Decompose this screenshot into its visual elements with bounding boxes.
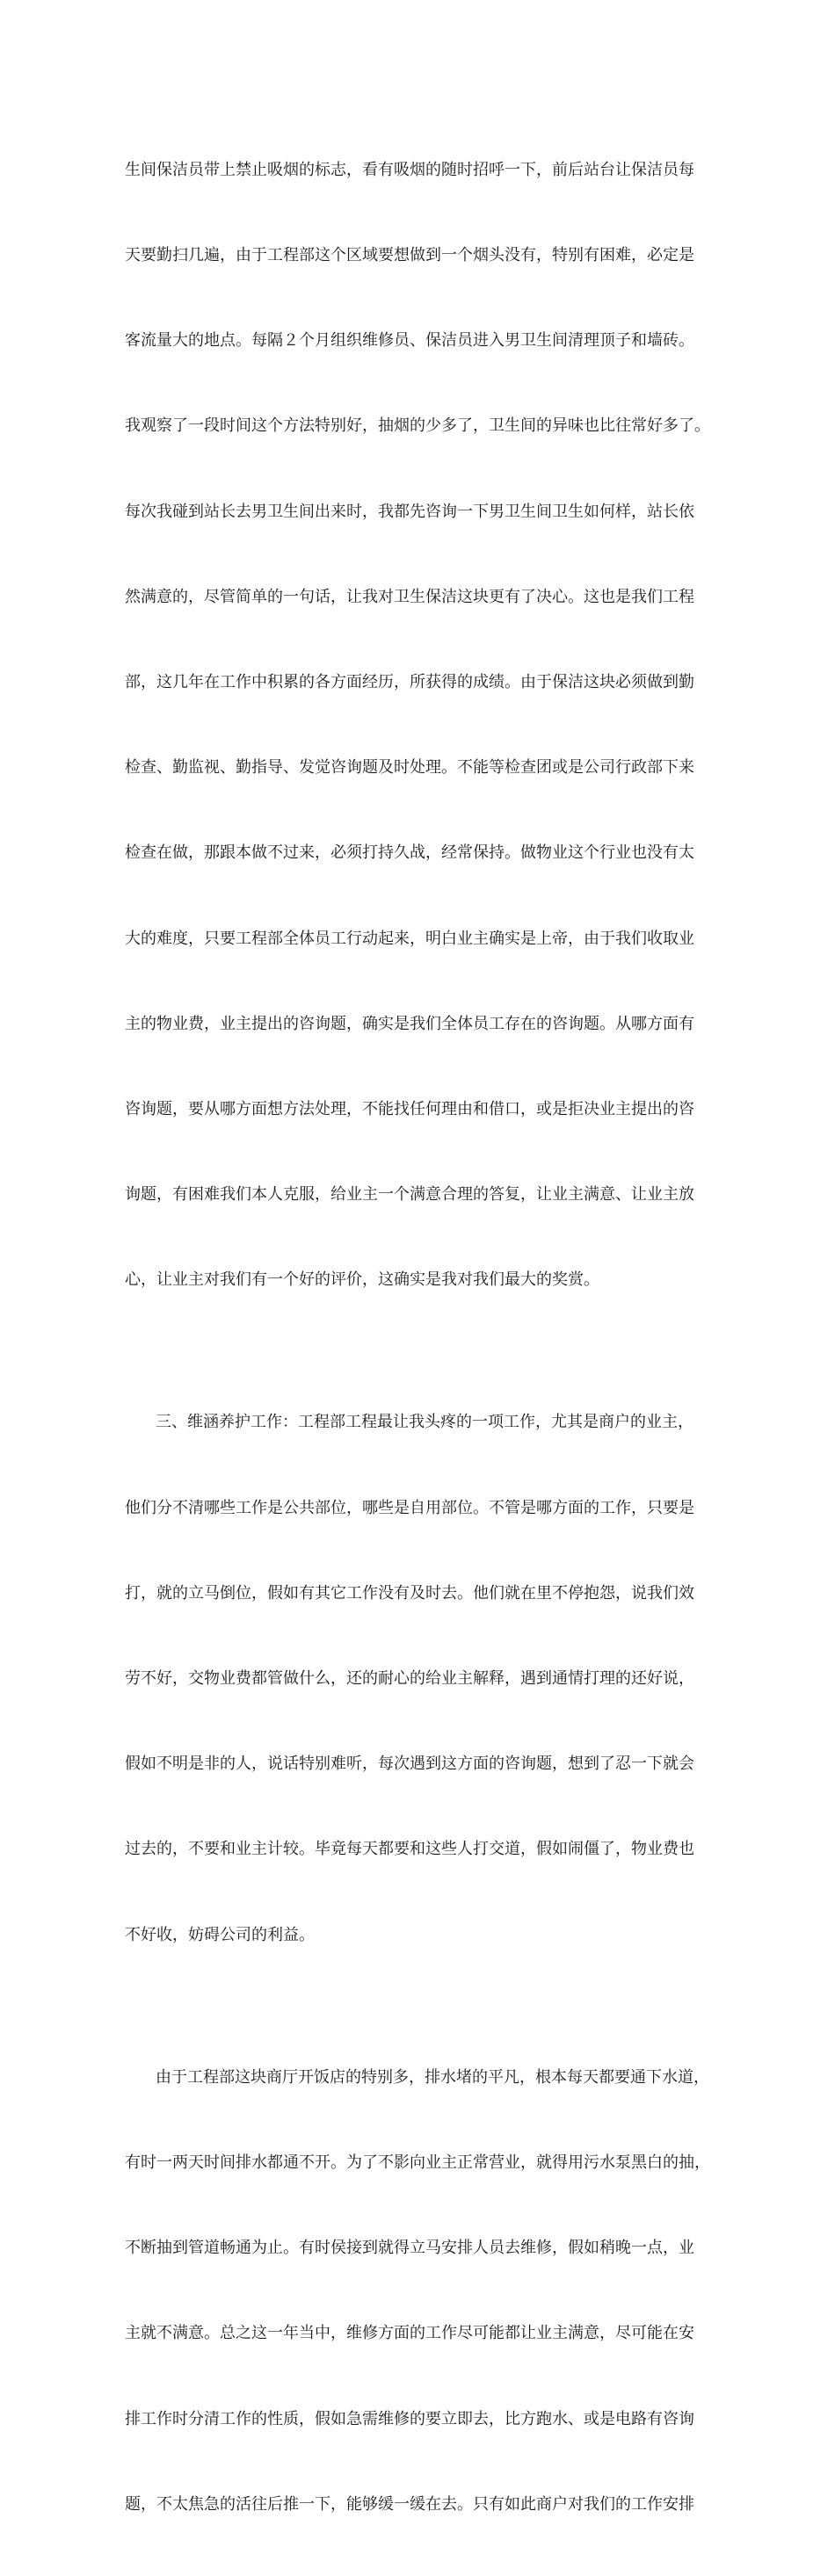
text-line: 检查、勤监视、勤指导、发觉咨询题及时处理。不能等检查团或是公司行政部下来 [125, 758, 694, 778]
text-line: 生间保洁员带上禁止吸烟的标志，看有吸烟的随时招呼一下，前后站台让保洁员每 [125, 160, 694, 179]
text-line: 不断抽到管道畅通为止。有时侯接到就得立马安排人员去维修，假如稍晚一点，业 [125, 2239, 694, 2258]
text-line: 然满意的，尽管简单的一句话，让我对卫生保洁这块更有了决心。这也是我们工程 [125, 587, 694, 606]
text-line: 咨询题，要从哪方面想方法处理，不能找任何理由和借口，或是拒决业主提出的咨 [125, 1100, 694, 1119]
text-line: 检查在做，那跟本做不过来，必须打持久战，经常保持。做物业这个行业也没有太 [125, 843, 694, 863]
text-line: 题，不太焦急的活往后推一下，能够缓一缓在去。只有如此商户对我们的工作安排 [125, 2494, 694, 2514]
document-body [125, 99, 724, 2576]
text-line: 假如不明是非的人，说话特别难听，每次遇到这方面的咨询题，想到了忍一下就会 [125, 1755, 694, 1774]
text-line: 心，让业主对我们有一个好的评价，这确实是我对我们最大的奖赏。 [125, 1270, 599, 1290]
text-line: 天要勤扫几遍，由于工程部这个区域要想做到一个烟头没有，特别有困难，必定是 [125, 246, 694, 265]
text-line: 不好收，妨碍公司的利益。 [125, 1925, 315, 1944]
paragraph-hygiene [125, 99, 724, 1352]
text-line: 询题，有困难我们本人克服，给业主一个满意合理的答复，让业主满意、让业主放 [125, 1185, 694, 1205]
text-line: 大的难度，只要工程部全体员工行动起来，明白业主确实是上帝，由于我们收取业 [125, 929, 694, 948]
text-line: 过去的，不要和业主计较。毕竟每天都要和这些人打交道，假如闹僵了，物业费也 [125, 1840, 694, 1859]
text-line: 由于工程部这块商厅开饭店的特别多，排水堵的平凡，根本每天都要通下水道， [156, 2067, 709, 2087]
text-line: 主就不满意。总之这一年当中，维修方面的工作尽可能都让业主满意，尽可能在安 [125, 2324, 694, 2343]
text-line: 部，这几年在工作中积累的各方面经历，所获得的成绩。由于保洁这块必须做到勤 [125, 673, 694, 692]
text-line: 每次我碰到站长去男卫生间出来时，我都先咨询一下男卫生间卫生如何样，站长依 [125, 502, 694, 521]
text-line: 主的物业费，业主提出的咨询题，确实是我们全体员工存在的咨询题。从哪方面有 [125, 1014, 694, 1033]
text-line: 排工作时分清工作的性质，假如急需维修的要立即去，比方跑水、或是电路有咨询 [125, 2409, 694, 2428]
text-line: 客流量大的地点。每隔２个月组织维修员、保洁员进入男卫生间清理顶子和墙砖。 [125, 331, 694, 351]
paragraph-drainage [125, 2007, 724, 2576]
text-line: 劳不好，交物业费都管做什么，还的耐心的给业主解释，遇到通情打理的还好说， [125, 1669, 694, 1689]
text-line: 他们分不清哪些工作是公共部位，哪些是自用部位。不管是哪方面的工作，只要是 [125, 1498, 694, 1517]
paragraph-maintenance [125, 1352, 724, 2007]
text-line: 三、维涵养护工作：工程部工程最让我头疼的一项工作，尤其是商户的业主， [156, 1413, 693, 1432]
text-line: 有时一两天时间排水都通不开。为了不影向业主正常营业，就得用污水泵黑白的抽， [125, 2153, 710, 2172]
text-line: 打，就的立马倒位，假如有其它工作没有及时去。他们就在里不停抱怨，说我们效 [125, 1583, 694, 1603]
text-line: 我观察了一段时间这个方法特别好，抽烟的少多了，卫生间的异味也比往常好多了。 [125, 416, 710, 436]
